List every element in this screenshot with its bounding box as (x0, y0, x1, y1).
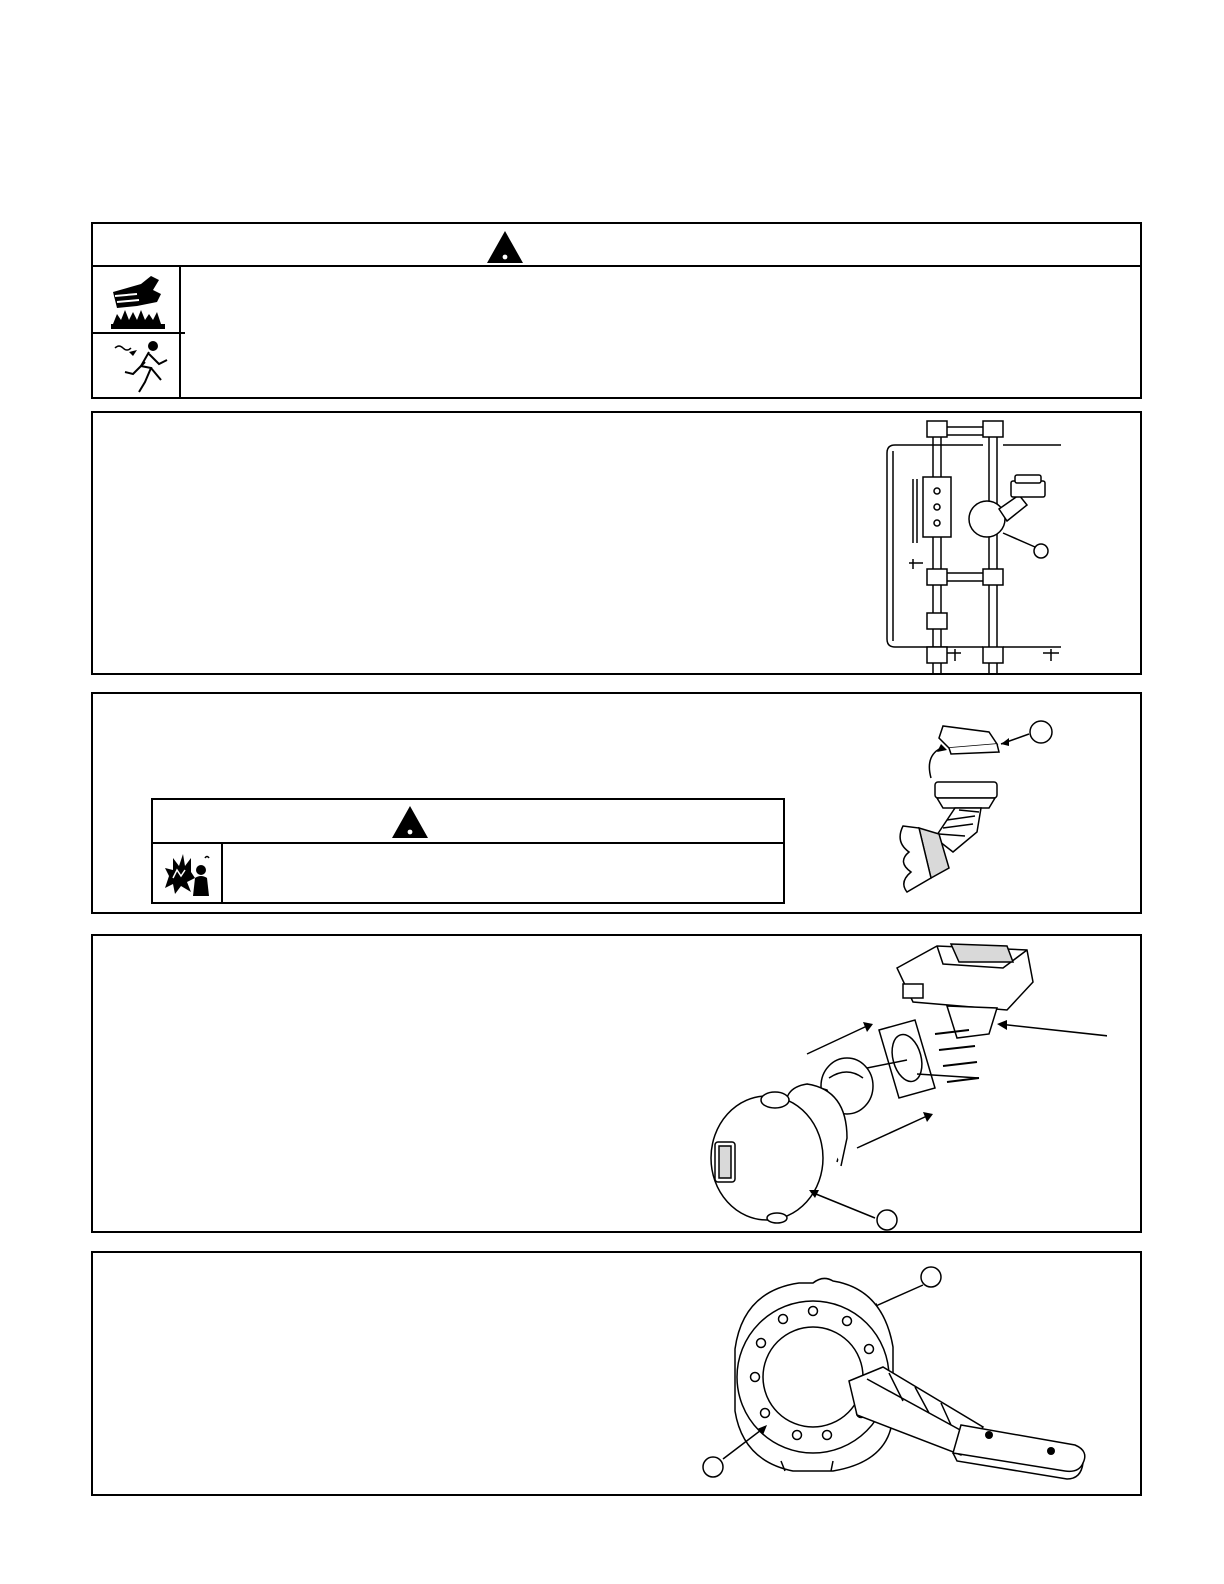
step2-box (91, 692, 1142, 914)
warning-header (93, 224, 1140, 267)
piping-assembly-figure (883, 413, 1143, 675)
burn-hazard-icon (107, 274, 169, 330)
float-assembly-exploded-figure (707, 938, 1107, 1232)
cover-removal-figure (889, 712, 1069, 894)
warning-triangle-icon (391, 805, 429, 839)
step1-box (91, 411, 1142, 675)
flange-gasket-scraper-figure (693, 1261, 1097, 1491)
explosion-hazard-icon (161, 848, 213, 898)
inner-warning-box (151, 798, 785, 904)
electric-shock-icon (111, 338, 171, 394)
inner-warning-header (153, 800, 783, 844)
step4-box (91, 1251, 1142, 1496)
warning-triangle-icon (486, 230, 524, 264)
step3-box (91, 934, 1142, 1233)
warning-box (91, 222, 1142, 399)
